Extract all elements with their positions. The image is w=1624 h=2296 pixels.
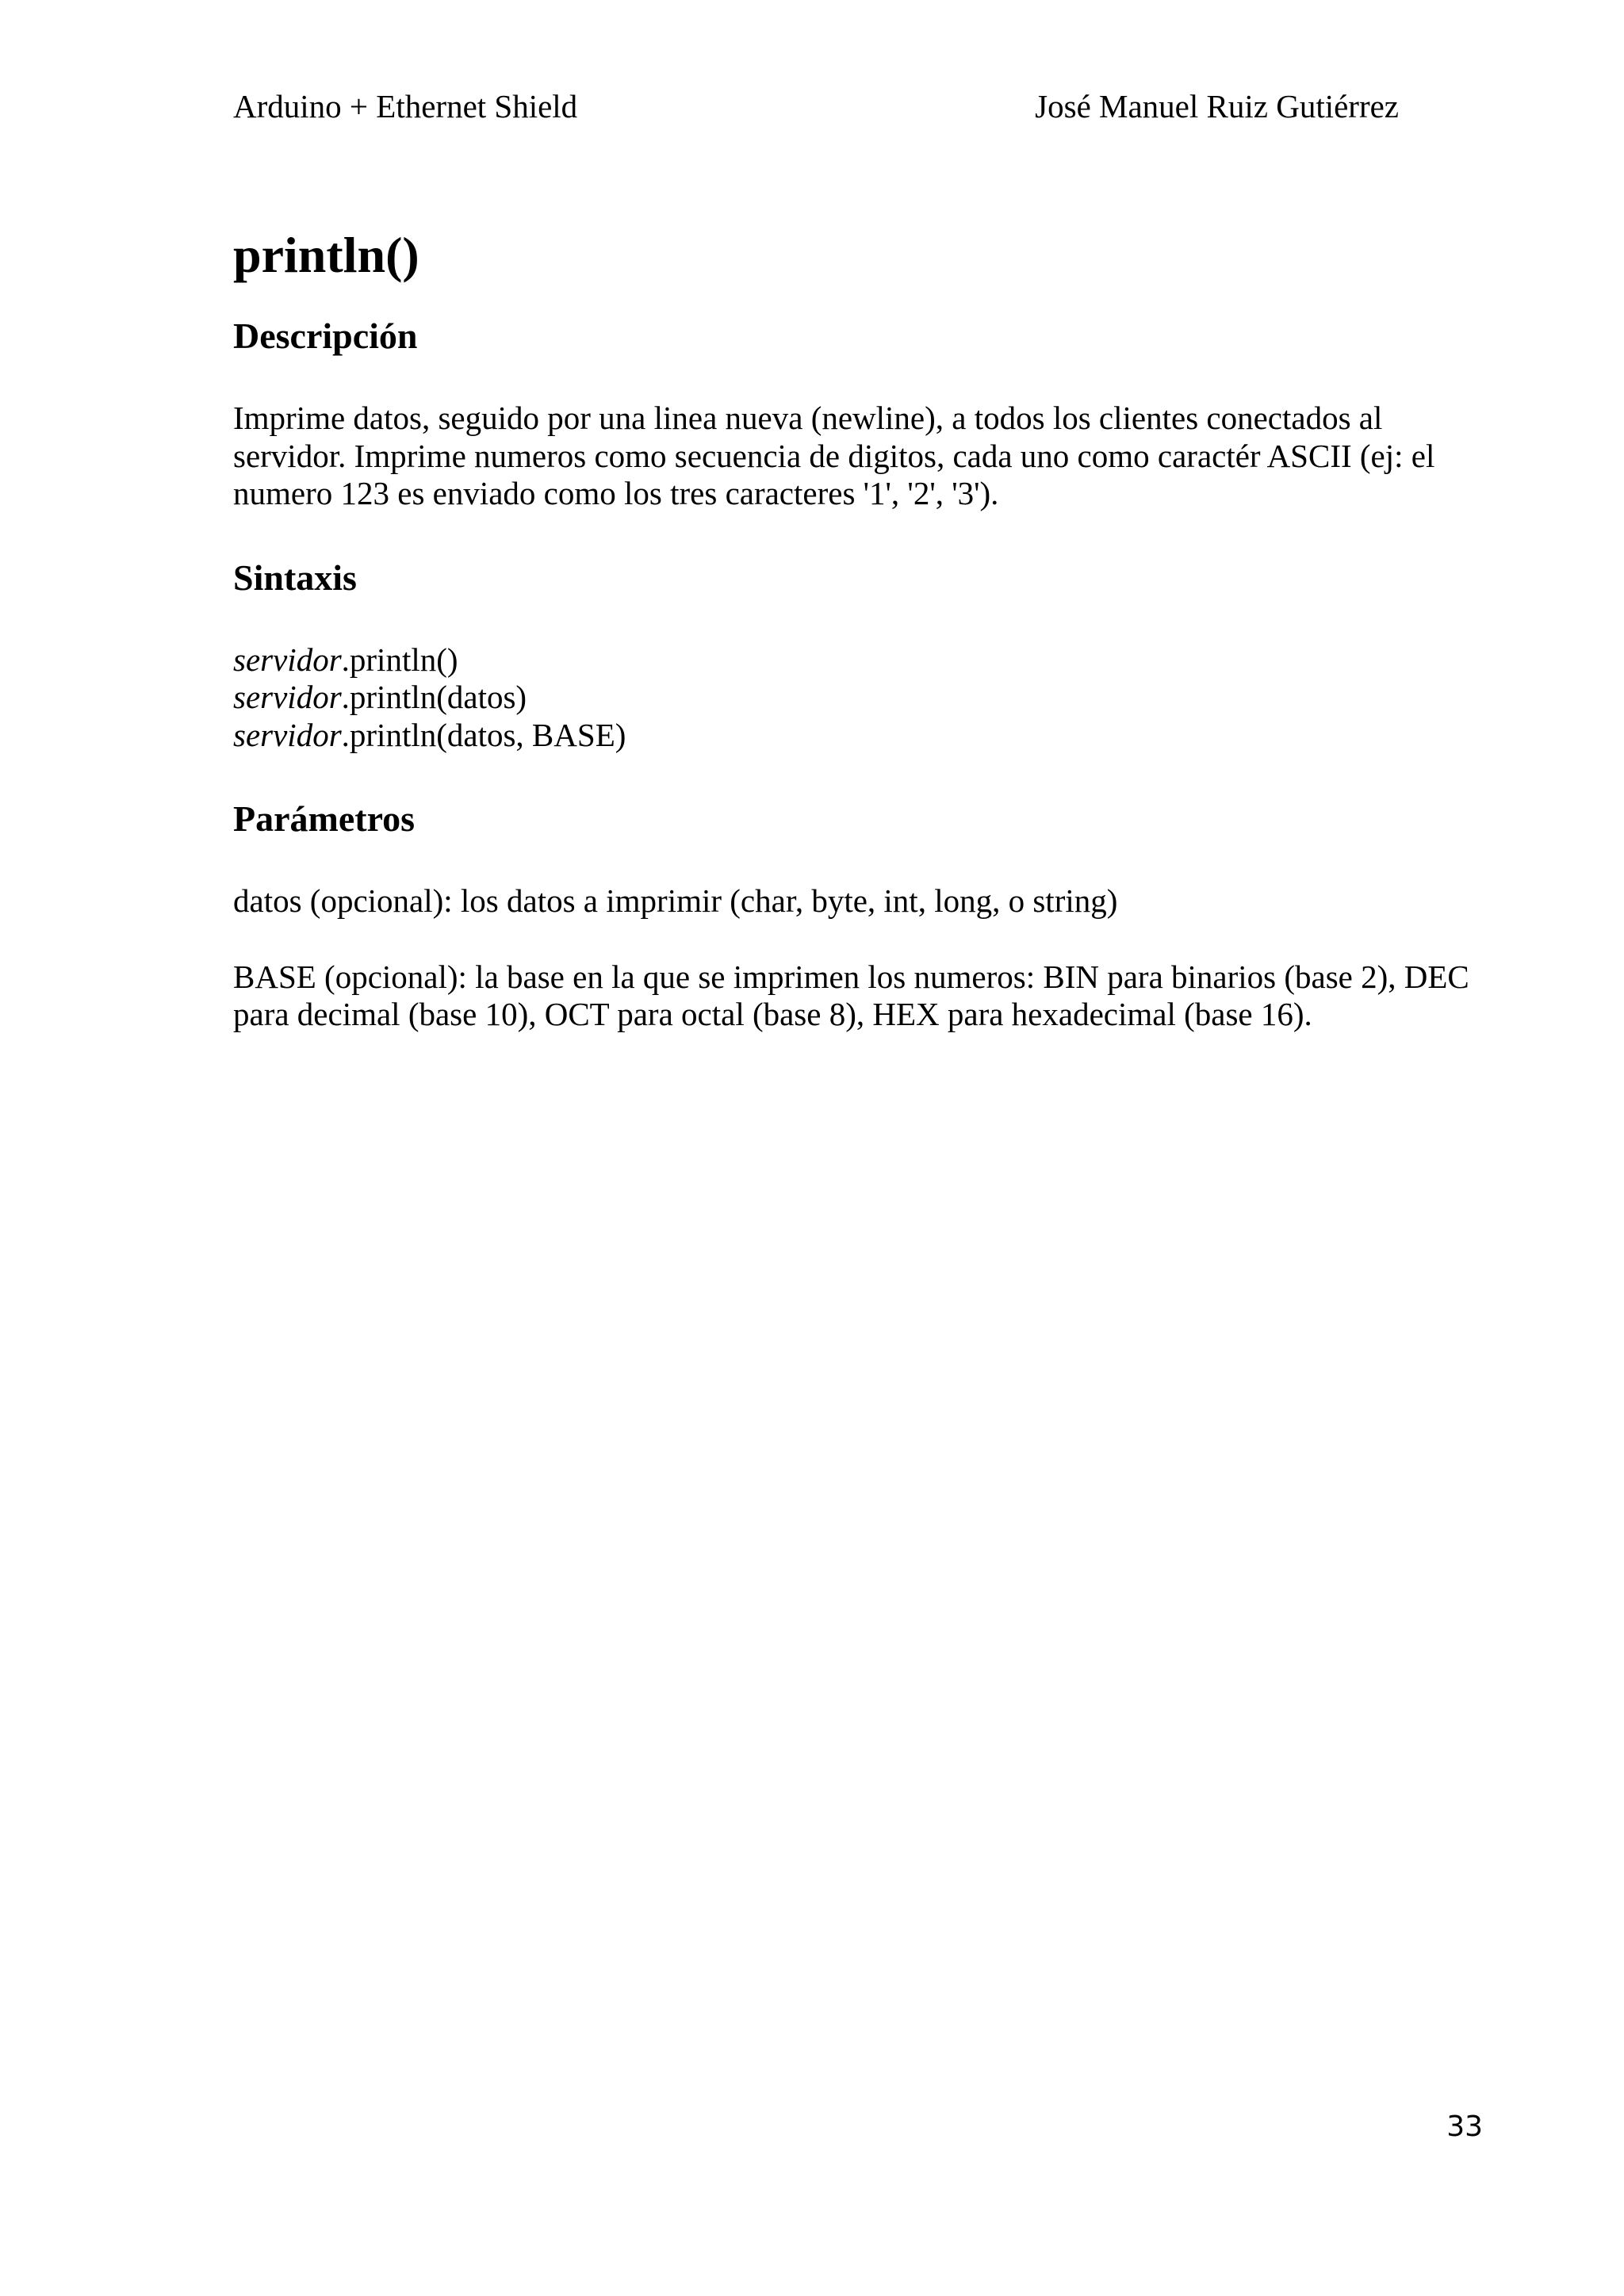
page-content (233, 224, 1486, 1034)
syntax-object: servidor (233, 679, 342, 715)
section-heading-descripcion: Descripción (233, 316, 418, 356)
syntax-object: servidor (233, 716, 342, 753)
section-sintaxis (233, 553, 1486, 755)
header-author: José Manuel Ruiz Gutiérrez (1035, 88, 1399, 124)
syntax-object: servidor (233, 641, 342, 678)
section-heading-parametros: Parámetros (233, 798, 416, 839)
header-book-title: Arduino + Ethernet Shield (233, 88, 578, 124)
syntax-line (233, 679, 1486, 717)
section-descripcion (233, 311, 1486, 513)
section-heading-sintaxis: Sintaxis (233, 557, 357, 598)
page-header (233, 82, 1399, 130)
syntax-call: .println() (341, 641, 458, 678)
parameter-datos: datos (opcional): los datos a imprimir (char, byte, int, long, o string) (233, 882, 1118, 919)
syntax-call: .println(datos) (341, 679, 527, 715)
parameter-base: BASE (opcional): la base en la que se imprimen los numeros: BIN para binarios (base 2), DEC para decimal (base 10), OCT para octal (base 8), HEX para hexadecimal (base 16). (233, 958, 1469, 1032)
page-title: println() (233, 227, 419, 283)
syntax-line (233, 641, 1486, 679)
description-text: Imprime datos, seguido por una linea nueva (newline), a todos los clientes conectados al servidor. Imprime numeros como secuencia de digitos, cada uno como caractér ASCII (ej: el numero 123 es enviado como los tres caracteres '1', '2', '3'). (233, 400, 1435, 511)
syntax-call: .println(datos, BASE) (341, 716, 626, 753)
page-number: 33 (1446, 2110, 1483, 2143)
syntax-line (233, 717, 1486, 755)
section-parametros (233, 794, 1486, 1034)
